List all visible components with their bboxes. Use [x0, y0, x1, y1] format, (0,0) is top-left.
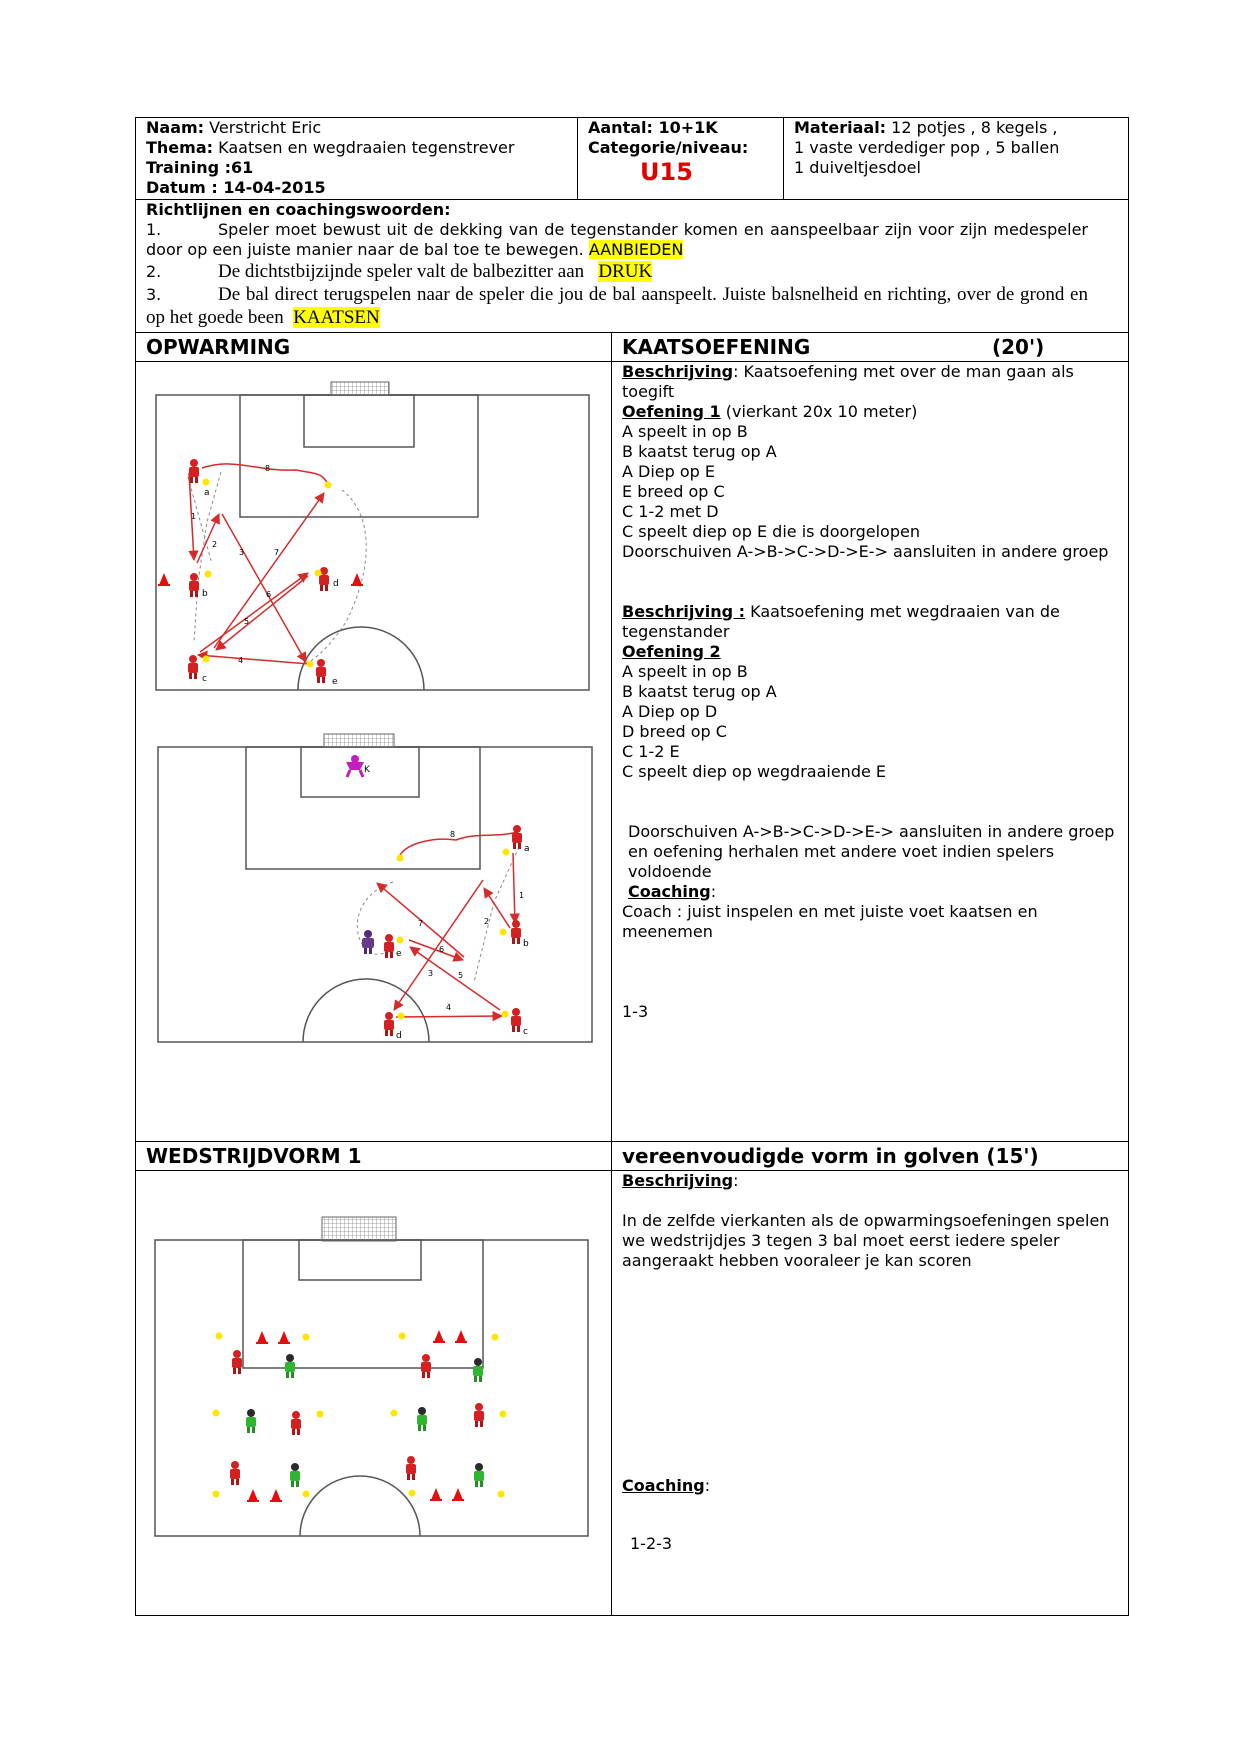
identity-cell [136, 118, 578, 200]
pass2-label-3: 3 [428, 968, 434, 978]
naam-value: Verstricht Eric [209, 118, 322, 137]
section-1-left-title: OPWARMING [136, 332, 612, 361]
keyword-kaatsen: KAATSEN [293, 307, 380, 328]
pass2-label-2: 2 [484, 916, 490, 926]
warmup-diagrams [136, 362, 612, 1137]
pass-label-3: 3 [239, 547, 245, 557]
section-1-diagrams [136, 361, 612, 1141]
thema-value: Kaatsen en wegdraaien tegenstrever [218, 138, 515, 157]
naam-label: Naam: [146, 118, 205, 137]
ex2-step: A Diep op D [622, 701, 718, 721]
coaching1-text: Coach : juist inspelen en met juiste voet kaatsen en meenemen [622, 901, 1038, 941]
guideline-3: 3. De bal direct terugspelen naar de speler die jou de bal aanspeelt. Juiste balsnelheid en richting, over de grond en op het goede been KAATSEN [146, 284, 1088, 328]
desc2-label: Beschrijving : [622, 601, 746, 621]
pass-label-6: 6 [266, 589, 272, 599]
materiaal-line-1: 12 potjes , 8 kegels , [891, 118, 1058, 137]
section-2-diagram [136, 1170, 612, 1615]
pass-label-4: 4 [238, 655, 244, 665]
coaching2-label: Coaching [622, 1475, 705, 1495]
ex2-step: A speelt in op B [622, 661, 748, 681]
categorie-label: Categorie/niveau: [588, 138, 749, 157]
player2-e: e [396, 948, 402, 959]
section-2-description: Beschrijving: In de zelfde vierkanten als de opwarmingsoefeningen spelen we wedstrijdjes 3 tegen 3 bal moet eerst iedere speler aangeraakt hebben vooraleer je kan scoren Coaching: 1-2-3 [612, 1170, 1129, 1615]
ex2-step: C 1-2 E [622, 741, 680, 761]
desc1-label: Beschrijving [622, 361, 734, 381]
diagram-2 [158, 734, 592, 1042]
section-1-numbers: 1-3 [622, 1001, 649, 1021]
section-1-duration: (20') [992, 334, 1045, 359]
ex1-step: A speelt in op B [622, 421, 748, 441]
player2-a: a [524, 843, 530, 854]
pass2-label-4: 4 [446, 1002, 452, 1012]
thema-label: Thema: [146, 138, 214, 157]
pass-label-1: 1 [191, 511, 197, 521]
guideline-1: 1. Speler moet bewust uit de dekking van de tegenstander komen en aanspeelbaar zijn voor zijn medespeler door op een juiste manier naar de bal toe te bewegen. AANBIEDEN [146, 220, 1088, 259]
section-1-table [135, 332, 1129, 1616]
ex1-rotation: Doorschuiven A->B->C->D->E-> aansluiten in andere groep [622, 541, 1109, 561]
section-1-right-title: KAATSOEFENING (20') [612, 332, 1129, 361]
pass2-label-8: 8 [450, 829, 456, 839]
desc3-text: In de zelfde vierkanten als de opwarmingsoefeningen spelen we wedstrijdjes 3 tegen 3 bal moet eerst iedere speler aangeraakt hebben vooraleer je kan scoren [622, 1210, 1110, 1270]
ex2-step: D breed op C [622, 721, 727, 741]
materiaal-line-2: 1 vaste verdediger pop , 5 ballen [794, 138, 1060, 157]
materiaal-cell [784, 118, 1129, 200]
match-form-diagram [136, 1171, 612, 1611]
ex1-step: C speelt diep op E die is doorgelopen [622, 521, 920, 541]
ex1-step: A Diep op E [622, 461, 716, 481]
pass-label-7: 7 [274, 547, 280, 557]
keyword-aanbieden: AANBIEDEN [588, 240, 684, 259]
keyword-druk: DRUK [598, 261, 653, 282]
ex2-rotation: Doorschuiven A->B->C->D->E-> aansluiten in andere groep en oefening herhalen met andere voet indien spelers voldoende [628, 821, 1115, 881]
training-date: Datum : 14-04-2015 [146, 178, 326, 197]
section-2-right-title: vereenvoudigde vorm in golven (15') [612, 1141, 1129, 1170]
player2-b: b [523, 938, 529, 949]
pass-label-5: 5 [244, 616, 250, 626]
niveau-value: U15 [640, 158, 693, 186]
pass2-label-6: 6 [439, 944, 445, 954]
diagram-1 [156, 382, 589, 690]
ex1-step: E breed op C [622, 481, 725, 501]
group-cell [578, 118, 784, 200]
pass-label-2: 2 [212, 539, 218, 549]
materiaal-line-3: 1 duiveltjesdoel [794, 158, 921, 177]
ex1-step: C 1-2 met D [622, 501, 719, 521]
training-number: Training :61 [146, 158, 254, 177]
section-2-left-title: WEDSTRIJDVORM 1 [136, 1141, 612, 1170]
ex1-text: (vierkant 20x 10 meter) [720, 401, 918, 421]
desc1-text: : Kaatsoefening met over de man gaan als toegift [622, 361, 1074, 401]
header-table [135, 117, 1129, 333]
materiaal-label: Materiaal: [794, 118, 887, 137]
ex2-label: Oefening 2 [622, 641, 721, 661]
player-b: b [202, 588, 208, 599]
ex2-step: B kaatst terug op A [622, 681, 777, 701]
desc2-text: Kaatsoefening met wegdraaien van de tegenstander [622, 601, 1060, 641]
ex1-label: Oefening 1 [622, 401, 721, 421]
player2-c: c [523, 1026, 528, 1037]
pass2-label-1: 1 [519, 890, 525, 900]
section-1-description: Beschrijving: Kaatsoefening met over de man gaan als toegift Oefening 1 (vierkant 20x 10 meter) A speelt in op B B kaatst terug op A A Diep op E E breed op C C 1-2 met D C speelt diep op E die is doorgelopen Doorschuiven A->B->C->D->E-> aansluiten in andere groep Beschrijving : Kaatsoefening met wegdraaien van de tegenstander Oefening 2 A speelt in op B B kaatst terug op A A Diep op D D breed op C C 1-2 E C speelt diep op wegdraaiende E Doorschuiven A->B->C->D->E-> aansluiten in andere groep en oefening herhalen met andere voet indien spelers voldoende Coaching: Coach : juist inspelen en met juiste voet kaatsen en meenemen 1-3 [612, 361, 1129, 1141]
aantal: Aantal: 10+1K [588, 118, 718, 137]
player2-d: d [396, 1030, 402, 1041]
section-2-numbers: 1-2-3 [630, 1533, 673, 1553]
guidelines-title: Richtlijnen en coachingswoorden: [146, 200, 451, 219]
desc3-label: Beschrijving [622, 1170, 734, 1190]
guidelines-cell [136, 200, 1129, 333]
training-sheet [135, 117, 1128, 1616]
pass2-label-7: 7 [418, 918, 424, 928]
player-d: d [333, 578, 339, 589]
coaching1-label: Coaching [628, 881, 711, 901]
player-c: c [202, 673, 207, 684]
player-a: a [204, 487, 210, 498]
ex1-step: B kaatst terug op A [622, 441, 777, 461]
pass2-label-5: 5 [458, 970, 464, 980]
keeper-label: K [364, 764, 370, 775]
player-e: e [332, 676, 338, 687]
pass-label-8: 8 [265, 463, 271, 473]
guideline-2: 2. De dichtstbijzijnde speler valt de balbezitter aan DRUK [146, 261, 653, 282]
ex2-step: C speelt diep op wegdraaiende E [622, 761, 887, 781]
